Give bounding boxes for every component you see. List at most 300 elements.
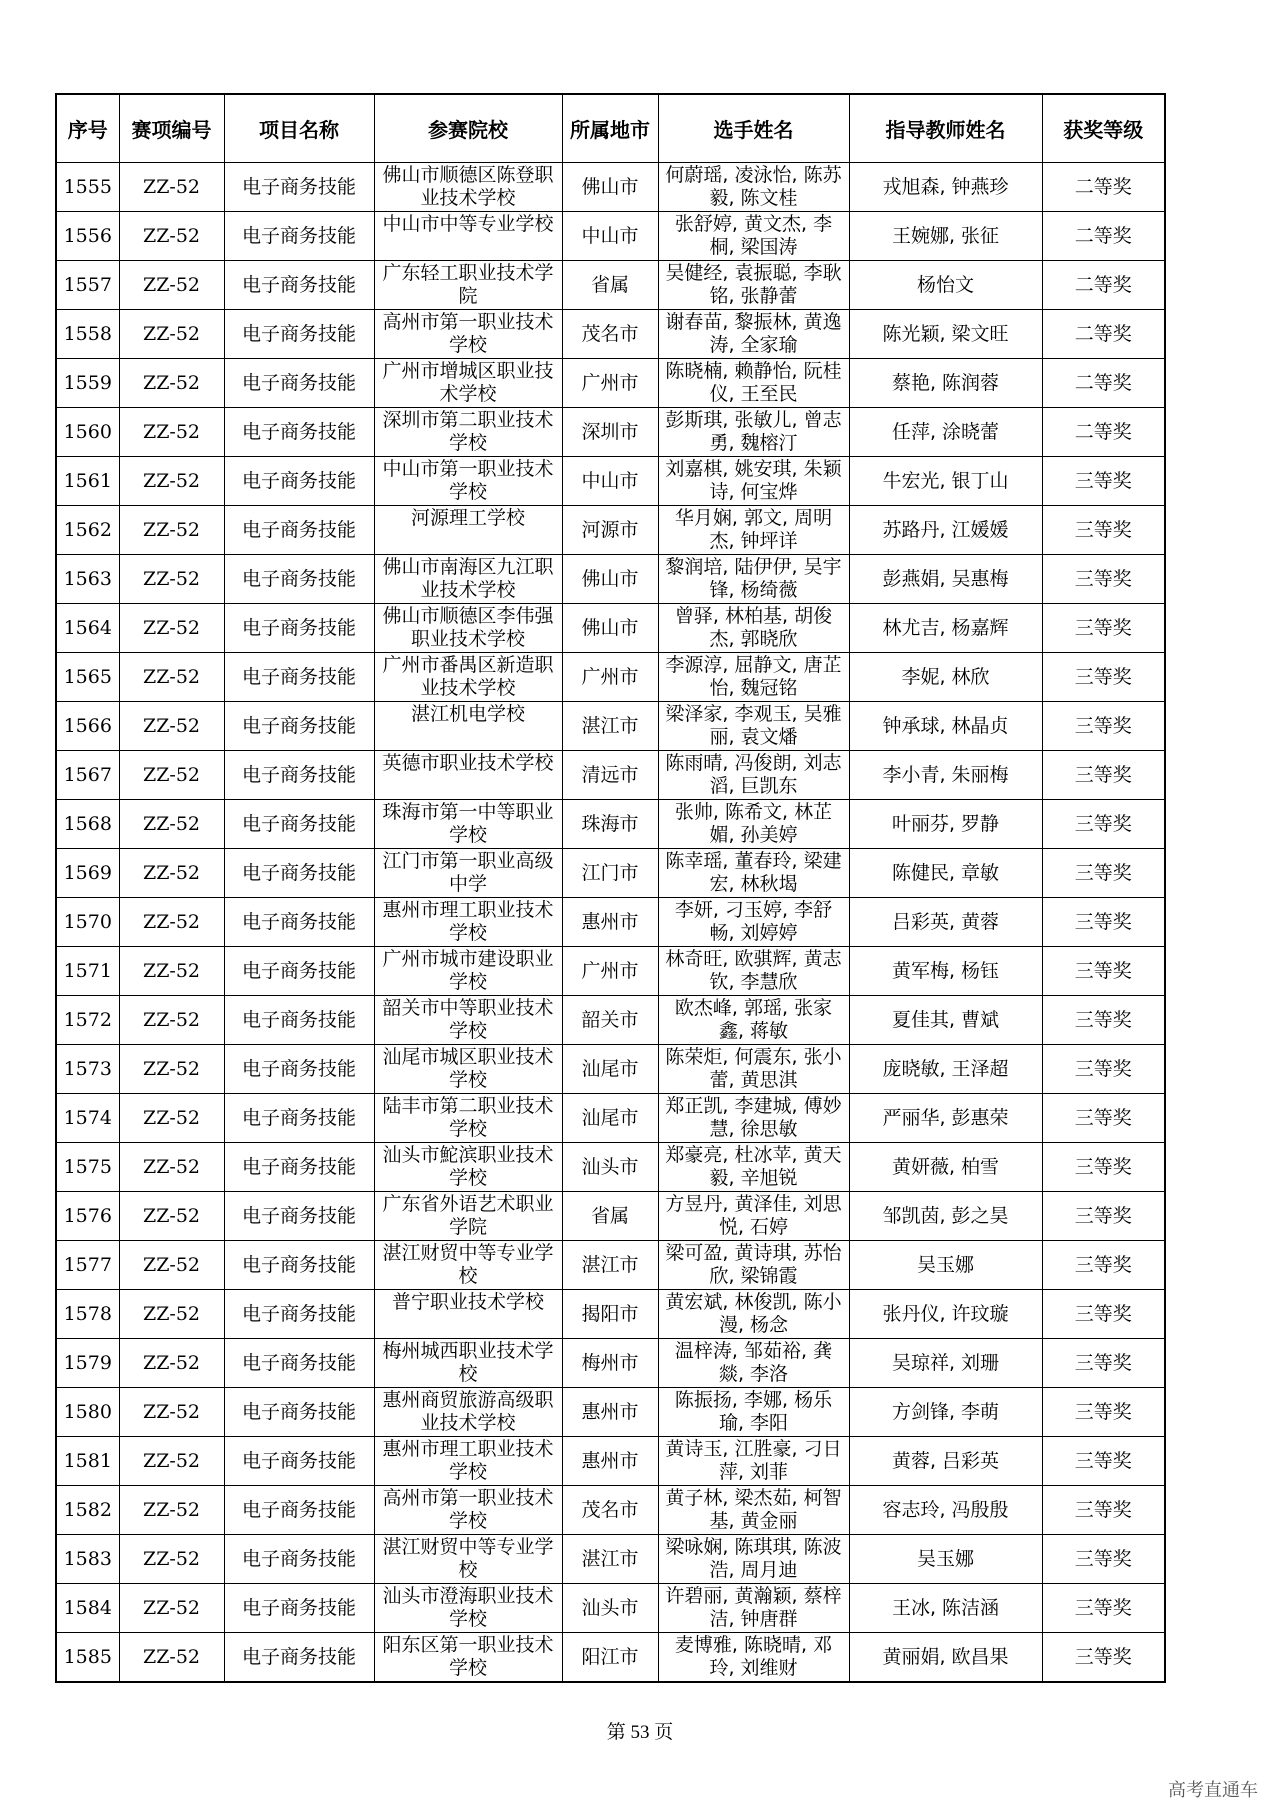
- school-cell: [374, 898, 562, 947]
- school-cell-text: 佛山市顺德区陈登职业技术学校: [382, 164, 554, 209]
- school-cell: [374, 1143, 562, 1192]
- teachers-cell: 李小青, 朱丽梅: [849, 751, 1042, 800]
- school-cell-text: 阳东区第一职业技术学校: [382, 1634, 554, 1679]
- serial-number-cell: 1576: [56, 1192, 119, 1241]
- school-cell: [374, 604, 562, 653]
- table-row: [56, 1143, 1165, 1192]
- project-name-cell: 电子商务技能: [224, 898, 374, 947]
- players-cell-text: 陈幸瑶, 董春玲, 梁建宏, 林秋堨: [665, 850, 842, 895]
- school-cell: [374, 163, 562, 212]
- players-cell: [658, 506, 849, 555]
- players-cell-text: 陈振扬, 李娜, 杨乐瑜, 李阳: [674, 1389, 833, 1434]
- players-cell-text: 黄子林, 梁杰茹, 柯智基, 黄金丽: [665, 1487, 842, 1532]
- players-cell: [658, 604, 849, 653]
- serial-number-cell: 1567: [56, 751, 119, 800]
- city-cell: 江门市: [562, 849, 658, 898]
- event-code-cell: ZZ-52: [119, 1143, 224, 1192]
- serial-number-cell: 1563: [56, 555, 119, 604]
- city-cell: 湛江市: [562, 702, 658, 751]
- project-name-cell: 电子商务技能: [224, 163, 374, 212]
- serial-number-cell: 1572: [56, 996, 119, 1045]
- players-cell-text: 何蔚瑶, 凌泳怡, 陈苏毅, 陈文桂: [665, 164, 842, 209]
- project-name-cell: 电子商务技能: [224, 947, 374, 996]
- players-cell: [658, 1241, 849, 1290]
- serial-number-cell: 1571: [56, 947, 119, 996]
- event-code-cell: ZZ-52: [119, 898, 224, 947]
- award-level-cell: 三等奖: [1042, 1339, 1165, 1388]
- school-cell-text: 惠州市理工职业技术学校: [382, 1438, 554, 1483]
- city-cell: 广州市: [562, 947, 658, 996]
- teachers-cell: 黄丽娟, 欧昌果: [849, 1633, 1042, 1683]
- teachers-cell: 张丹仪, 许玟璇: [849, 1290, 1042, 1339]
- event-code-cell: ZZ-52: [119, 1388, 224, 1437]
- event-code-cell: ZZ-52: [119, 996, 224, 1045]
- players-cell-text: 黄宏斌, 林俊凯, 陈小漫, 杨念: [665, 1291, 842, 1336]
- table-row: [56, 1437, 1165, 1486]
- players-cell: [658, 555, 849, 604]
- table-row: [56, 996, 1165, 1045]
- event-code-cell: ZZ-52: [119, 261, 224, 310]
- award-level-cell: 三等奖: [1042, 555, 1165, 604]
- header-cell: 选手姓名: [658, 94, 849, 163]
- table-row: [56, 947, 1165, 996]
- award-level-cell: 三等奖: [1042, 1290, 1165, 1339]
- table-row: [56, 702, 1165, 751]
- players-cell: [658, 163, 849, 212]
- school-cell-text: 中山市第一职业技术学校: [382, 458, 554, 503]
- table-row: [56, 408, 1165, 457]
- school-cell-text: 高州市第一职业技术学校: [382, 311, 554, 356]
- school-cell-text: 高州市第一职业技术学校: [382, 1487, 554, 1532]
- city-cell: 佛山市: [562, 555, 658, 604]
- players-cell: [658, 1584, 849, 1633]
- table-body: [56, 163, 1165, 1683]
- table-row: [56, 1339, 1165, 1388]
- players-cell-text: 陈荣炬, 何震东, 张小蕾, 黄思淇: [665, 1046, 842, 1091]
- award-level-cell: 三等奖: [1042, 653, 1165, 702]
- players-cell-text: 许碧丽, 黄瀚颖, 蔡梓洁, 钟唐群: [665, 1585, 842, 1630]
- project-name-cell: 电子商务技能: [224, 1437, 374, 1486]
- players-cell-text: 梁泽家, 李观玉, 吴雅丽, 袁文燔: [665, 703, 842, 748]
- players-cell: [658, 408, 849, 457]
- city-cell: 深圳市: [562, 408, 658, 457]
- award-level-cell: 三等奖: [1042, 506, 1165, 555]
- players-cell-text: 刘嘉棋, 姚安琪, 朱颖诗, 何宝烨: [665, 458, 842, 503]
- project-name-cell: 电子商务技能: [224, 310, 374, 359]
- award-table: [55, 93, 1166, 1683]
- players-cell: [658, 996, 849, 1045]
- school-cell: [374, 1388, 562, 1437]
- school-cell: [374, 261, 562, 310]
- award-level-cell: 三等奖: [1042, 996, 1165, 1045]
- award-level-cell: 三等奖: [1042, 702, 1165, 751]
- school-cell-text: 佛山市南海区九江职业技术学校: [382, 556, 554, 601]
- table-row: [56, 1094, 1165, 1143]
- header-cell: 参赛院校: [374, 94, 562, 163]
- teachers-cell: 钟承球, 林晶贞: [849, 702, 1042, 751]
- serial-number-cell: 1565: [56, 653, 119, 702]
- page-number: 第 53 页: [606, 1722, 674, 1743]
- header-cell: 序号: [56, 94, 119, 163]
- table-row: [56, 261, 1165, 310]
- project-name-cell: 电子商务技能: [224, 408, 374, 457]
- school-cell-text: 湛江财贸中等专业学校: [382, 1242, 554, 1287]
- school-cell-text: 韶关市中等职业技术学校: [382, 997, 554, 1042]
- school-cell-text: 汕尾市城区职业技术学校: [382, 1046, 554, 1091]
- school-cell: [374, 1192, 562, 1241]
- project-name-cell: 电子商务技能: [224, 1486, 374, 1535]
- project-name-cell: 电子商务技能: [224, 1045, 374, 1094]
- players-cell: [658, 1633, 849, 1683]
- serial-number-cell: 1583: [56, 1535, 119, 1584]
- table-row: [56, 1535, 1165, 1584]
- serial-number-cell: 1582: [56, 1486, 119, 1535]
- school-cell-text: 中山市中等专业学校: [382, 213, 554, 235]
- event-code-cell: ZZ-52: [119, 506, 224, 555]
- players-cell-text: 吴健经, 袁振聪, 李耿铭, 张静蕾: [665, 262, 842, 307]
- teachers-cell: 邹凯茵, 彭之昊: [849, 1192, 1042, 1241]
- header-cell: 赛项编号: [119, 94, 224, 163]
- award-level-cell: 三等奖: [1042, 1437, 1165, 1486]
- teachers-cell: 黄蓉, 吕彩英: [849, 1437, 1042, 1486]
- serial-number-cell: 1577: [56, 1241, 119, 1290]
- award-level-cell: 三等奖: [1042, 898, 1165, 947]
- city-cell: 阳江市: [562, 1633, 658, 1683]
- event-code-cell: ZZ-52: [119, 408, 224, 457]
- players-cell: [658, 1437, 849, 1486]
- school-cell-text: 惠州市理工职业技术学校: [382, 899, 554, 944]
- serial-number-cell: 1555: [56, 163, 119, 212]
- event-code-cell: ZZ-52: [119, 1339, 224, 1388]
- table-row: [56, 506, 1165, 555]
- project-name-cell: 电子商务技能: [224, 555, 374, 604]
- city-cell: 汕尾市: [562, 1094, 658, 1143]
- award-level-cell: 三等奖: [1042, 1388, 1165, 1437]
- school-cell: [374, 1045, 562, 1094]
- players-cell-text: 欧杰峰, 郭瑶, 张家鑫, 蒋敏: [674, 997, 833, 1042]
- school-cell: [374, 1094, 562, 1143]
- players-cell: [658, 849, 849, 898]
- school-cell-text: 惠州商贸旅游高级职业技术学校: [382, 1389, 554, 1434]
- players-cell-text: 黄诗玉, 江胜豪, 刁日萍, 刘菲: [665, 1438, 842, 1483]
- serial-number-cell: 1580: [56, 1388, 119, 1437]
- serial-number-cell: 1579: [56, 1339, 119, 1388]
- event-code-cell: ZZ-52: [119, 1486, 224, 1535]
- teachers-cell: 李妮, 林欣: [849, 653, 1042, 702]
- serial-number-cell: 1559: [56, 359, 119, 408]
- school-cell-text: 梅州城西职业技术学校: [382, 1340, 554, 1385]
- school-cell: [374, 457, 562, 506]
- teachers-cell: 戎旭森, 钟燕珍: [849, 163, 1042, 212]
- school-cell: [374, 1486, 562, 1535]
- table-row: [56, 1241, 1165, 1290]
- event-code-cell: ZZ-52: [119, 1437, 224, 1486]
- teachers-cell: 任萍, 涂晓蕾: [849, 408, 1042, 457]
- event-code-cell: ZZ-52: [119, 1045, 224, 1094]
- event-code-cell: ZZ-52: [119, 212, 224, 261]
- players-cell-text: 郑正凯, 李建城, 傅妙慧, 徐思敏: [665, 1095, 842, 1140]
- award-level-cell: 三等奖: [1042, 800, 1165, 849]
- teachers-cell: 吕彩英, 黄蓉: [849, 898, 1042, 947]
- players-cell-text: 黎润培, 陆伊伊, 吴宇锋, 杨绮薇: [665, 556, 842, 601]
- event-code-cell: ZZ-52: [119, 1633, 224, 1683]
- serial-number-cell: 1566: [56, 702, 119, 751]
- table-row: [56, 1633, 1165, 1683]
- serial-number-cell: 1578: [56, 1290, 119, 1339]
- project-name-cell: 电子商务技能: [224, 849, 374, 898]
- event-code-cell: ZZ-52: [119, 1241, 224, 1290]
- project-name-cell: 电子商务技能: [224, 1094, 374, 1143]
- city-cell: 中山市: [562, 457, 658, 506]
- award-level-cell: 三等奖: [1042, 849, 1165, 898]
- project-name-cell: 电子商务技能: [224, 457, 374, 506]
- serial-number-cell: 1570: [56, 898, 119, 947]
- teachers-cell: 叶丽芬, 罗静: [849, 800, 1042, 849]
- players-cell-text: 麦博雅, 陈晓晴, 邓玲, 刘维财: [674, 1634, 833, 1679]
- players-cell: [658, 1192, 849, 1241]
- city-cell: 惠州市: [562, 898, 658, 947]
- project-name-cell: 电子商务技能: [224, 653, 374, 702]
- teachers-cell: 夏佳其, 曹斌: [849, 996, 1042, 1045]
- event-code-cell: ZZ-52: [119, 653, 224, 702]
- award-level-cell: 三等奖: [1042, 1535, 1165, 1584]
- project-name-cell: 电子商务技能: [224, 1290, 374, 1339]
- school-cell-text: 佛山市顺德区李伟强职业技术学校: [382, 605, 554, 650]
- school-cell-text: 湛江机电学校: [410, 703, 525, 725]
- teachers-cell: 庞晓敏, 王泽超: [849, 1045, 1042, 1094]
- award-level-cell: 二等奖: [1042, 163, 1165, 212]
- players-cell: [658, 1094, 849, 1143]
- teachers-cell: 黄妍薇, 柏雪: [849, 1143, 1042, 1192]
- serial-number-cell: 1556: [56, 212, 119, 261]
- school-cell: [374, 1633, 562, 1683]
- school-cell: [374, 1535, 562, 1584]
- players-cell: [658, 1339, 849, 1388]
- players-cell: [658, 898, 849, 947]
- serial-number-cell: 1575: [56, 1143, 119, 1192]
- school-cell-text: 广东轻工职业技术学院: [382, 262, 554, 307]
- city-cell: 省属: [562, 1192, 658, 1241]
- award-level-cell: 三等奖: [1042, 1143, 1165, 1192]
- event-code-cell: ZZ-52: [119, 310, 224, 359]
- project-name-cell: 电子商务技能: [224, 212, 374, 261]
- serial-number-cell: 1574: [56, 1094, 119, 1143]
- school-cell-text: 汕头市澄海职业技术学校: [382, 1585, 554, 1630]
- school-cell-text: 深圳市第二职业技术学校: [382, 409, 554, 454]
- city-cell: 佛山市: [562, 163, 658, 212]
- serial-number-cell: 1562: [56, 506, 119, 555]
- players-cell-text: 谢春苗, 黎振林, 黄逸涛, 全家瑜: [665, 311, 842, 356]
- school-cell: [374, 1290, 562, 1339]
- school-cell-text: 广州市增城区职业技术学校: [382, 360, 554, 405]
- event-code-cell: ZZ-52: [119, 849, 224, 898]
- table-row: [56, 653, 1165, 702]
- players-cell: [658, 359, 849, 408]
- project-name-cell: 电子商务技能: [224, 1143, 374, 1192]
- city-cell: 佛山市: [562, 604, 658, 653]
- school-cell: [374, 408, 562, 457]
- project-name-cell: 电子商务技能: [224, 604, 374, 653]
- players-cell-text: 彭斯琪, 张敏儿, 曾志勇, 魏榕汀: [665, 409, 842, 454]
- school-cell: [374, 947, 562, 996]
- event-code-cell: ZZ-52: [119, 800, 224, 849]
- teachers-cell: 严丽华, 彭惠荣: [849, 1094, 1042, 1143]
- school-cell-text: 河源理工学校: [410, 507, 525, 529]
- school-cell: [374, 555, 562, 604]
- players-cell: [658, 947, 849, 996]
- city-cell: 汕尾市: [562, 1045, 658, 1094]
- school-cell: [374, 653, 562, 702]
- project-name-cell: 电子商务技能: [224, 1339, 374, 1388]
- project-name-cell: 电子商务技能: [224, 996, 374, 1045]
- teachers-cell: 王冰, 陈洁涵: [849, 1584, 1042, 1633]
- school-cell-text: 英德市职业技术学校: [382, 752, 554, 774]
- players-cell-text: 梁咏娴, 陈琪琪, 陈波浩, 周月迪: [665, 1536, 842, 1581]
- players-cell-text: 温梓涛, 邹茹裕, 龚燚, 李洛: [674, 1340, 833, 1385]
- event-code-cell: ZZ-52: [119, 604, 224, 653]
- award-level-cell: 二等奖: [1042, 212, 1165, 261]
- players-cell-text: 梁可盈, 黄诗琪, 苏怡欣, 梁锦霞: [665, 1242, 842, 1287]
- teachers-cell: 林尤吉, 杨嘉辉: [849, 604, 1042, 653]
- city-cell: 湛江市: [562, 1241, 658, 1290]
- serial-number-cell: 1561: [56, 457, 119, 506]
- school-cell-text: 普宁职业技术学校: [391, 1291, 544, 1313]
- players-cell: [658, 1388, 849, 1437]
- project-name-cell: 电子商务技能: [224, 800, 374, 849]
- players-cell: [658, 800, 849, 849]
- school-cell-text: 汕头市鮀滨职业技术学校: [382, 1144, 554, 1189]
- school-cell: [374, 1437, 562, 1486]
- project-name-cell: 电子商务技能: [224, 1633, 374, 1683]
- table-row: [56, 751, 1165, 800]
- event-code-cell: ZZ-52: [119, 1094, 224, 1143]
- school-cell-text: 江门市第一职业高级中学: [382, 850, 554, 895]
- players-cell: [658, 1486, 849, 1535]
- school-cell: [374, 506, 562, 555]
- award-level-cell: 三等奖: [1042, 1045, 1165, 1094]
- award-level-cell: 二等奖: [1042, 310, 1165, 359]
- players-cell: [658, 1045, 849, 1094]
- city-cell: 揭阳市: [562, 1290, 658, 1339]
- city-cell: 湛江市: [562, 1535, 658, 1584]
- city-cell: 珠海市: [562, 800, 658, 849]
- table-row: [56, 457, 1165, 506]
- header-cell: 指导教师姓名: [849, 94, 1042, 163]
- school-cell: [374, 849, 562, 898]
- teachers-cell: 吴玉娜: [849, 1535, 1042, 1584]
- players-cell-text: 张舒婷, 黄文杰, 李桐, 梁国涛: [674, 213, 833, 258]
- players-cell-text: 曾驿, 林柏基, 胡俊杰, 郭晓欣: [674, 605, 833, 650]
- project-name-cell: 电子商务技能: [224, 702, 374, 751]
- watermark: 高考直通车: [1168, 1780, 1258, 1801]
- award-level-cell: 三等奖: [1042, 457, 1165, 506]
- city-cell: 清远市: [562, 751, 658, 800]
- table-row: [56, 1192, 1165, 1241]
- event-code-cell: ZZ-52: [119, 359, 224, 408]
- project-name-cell: 电子商务技能: [224, 1241, 374, 1290]
- event-code-cell: ZZ-52: [119, 702, 224, 751]
- event-code-cell: ZZ-52: [119, 1290, 224, 1339]
- award-level-cell: 三等奖: [1042, 751, 1165, 800]
- table-row: [56, 1584, 1165, 1633]
- city-cell: 惠州市: [562, 1437, 658, 1486]
- header-cell: 项目名称: [224, 94, 374, 163]
- event-code-cell: ZZ-52: [119, 751, 224, 800]
- project-name-cell: 电子商务技能: [224, 751, 374, 800]
- school-cell-text: 广州市番禺区新造职业技术学校: [382, 654, 554, 699]
- project-name-cell: 电子商务技能: [224, 359, 374, 408]
- table-row: [56, 800, 1165, 849]
- serial-number-cell: 1568: [56, 800, 119, 849]
- award-level-cell: 三等奖: [1042, 604, 1165, 653]
- players-cell-text: 郑豪亮, 杜冰苹, 黄天毅, 辛旭锐: [665, 1144, 842, 1189]
- serial-number-cell: 1569: [56, 849, 119, 898]
- event-code-cell: ZZ-52: [119, 555, 224, 604]
- players-cell: [658, 653, 849, 702]
- teachers-cell: 黄军梅, 杨钰: [849, 947, 1042, 996]
- school-cell-text: 珠海市第一中等职业学校: [382, 801, 554, 846]
- players-cell: [658, 702, 849, 751]
- project-name-cell: 电子商务技能: [224, 1192, 374, 1241]
- serial-number-cell: 1581: [56, 1437, 119, 1486]
- table-row: [56, 849, 1165, 898]
- award-level-cell: 三等奖: [1042, 1486, 1165, 1535]
- school-cell-text: 湛江财贸中等专业学校: [382, 1536, 554, 1581]
- school-cell: [374, 310, 562, 359]
- award-level-cell: 二等奖: [1042, 359, 1165, 408]
- city-cell: 惠州市: [562, 1388, 658, 1437]
- project-name-cell: 电子商务技能: [224, 506, 374, 555]
- city-cell: 河源市: [562, 506, 658, 555]
- award-level-cell: 二等奖: [1042, 408, 1165, 457]
- school-cell: [374, 1339, 562, 1388]
- school-cell: [374, 1584, 562, 1633]
- school-cell: [374, 359, 562, 408]
- table-row: [56, 163, 1165, 212]
- teachers-cell: 苏路丹, 江媛媛: [849, 506, 1042, 555]
- teachers-cell: 王婉娜, 张征: [849, 212, 1042, 261]
- event-code-cell: ZZ-52: [119, 1535, 224, 1584]
- city-cell: 汕头市: [562, 1584, 658, 1633]
- project-name-cell: 电子商务技能: [224, 1388, 374, 1437]
- serial-number-cell: 1585: [56, 1633, 119, 1683]
- event-code-cell: ZZ-52: [119, 947, 224, 996]
- teachers-cell: 彭燕娟, 吴惠梅: [849, 555, 1042, 604]
- award-level-cell: 三等奖: [1042, 1633, 1165, 1683]
- table-row: [56, 1388, 1165, 1437]
- table-row: [56, 1486, 1165, 1535]
- serial-number-cell: 1558: [56, 310, 119, 359]
- players-cell-text: 林奇旺, 欧骐辉, 黄志钦, 李慧欣: [665, 948, 842, 993]
- table-row: [56, 555, 1165, 604]
- teachers-cell: 陈健民, 章敏: [849, 849, 1042, 898]
- table-row: [56, 1290, 1165, 1339]
- school-cell: [374, 996, 562, 1045]
- players-cell-text: 李妍, 刁玉婷, 李舒畅, 刘婷婷: [674, 899, 833, 944]
- school-cell: [374, 1241, 562, 1290]
- project-name-cell: 电子商务技能: [224, 1535, 374, 1584]
- serial-number-cell: 1584: [56, 1584, 119, 1633]
- players-cell: [658, 457, 849, 506]
- event-code-cell: ZZ-52: [119, 1584, 224, 1633]
- school-cell: [374, 800, 562, 849]
- award-level-cell: 三等奖: [1042, 1192, 1165, 1241]
- players-cell-text: 华月娴, 郭文, 周明杰, 钟坪详: [674, 507, 833, 552]
- school-cell-text: 陆丰市第二职业技术学校: [382, 1095, 554, 1140]
- players-cell: [658, 751, 849, 800]
- award-level-cell: 三等奖: [1042, 1241, 1165, 1290]
- serial-number-cell: 1564: [56, 604, 119, 653]
